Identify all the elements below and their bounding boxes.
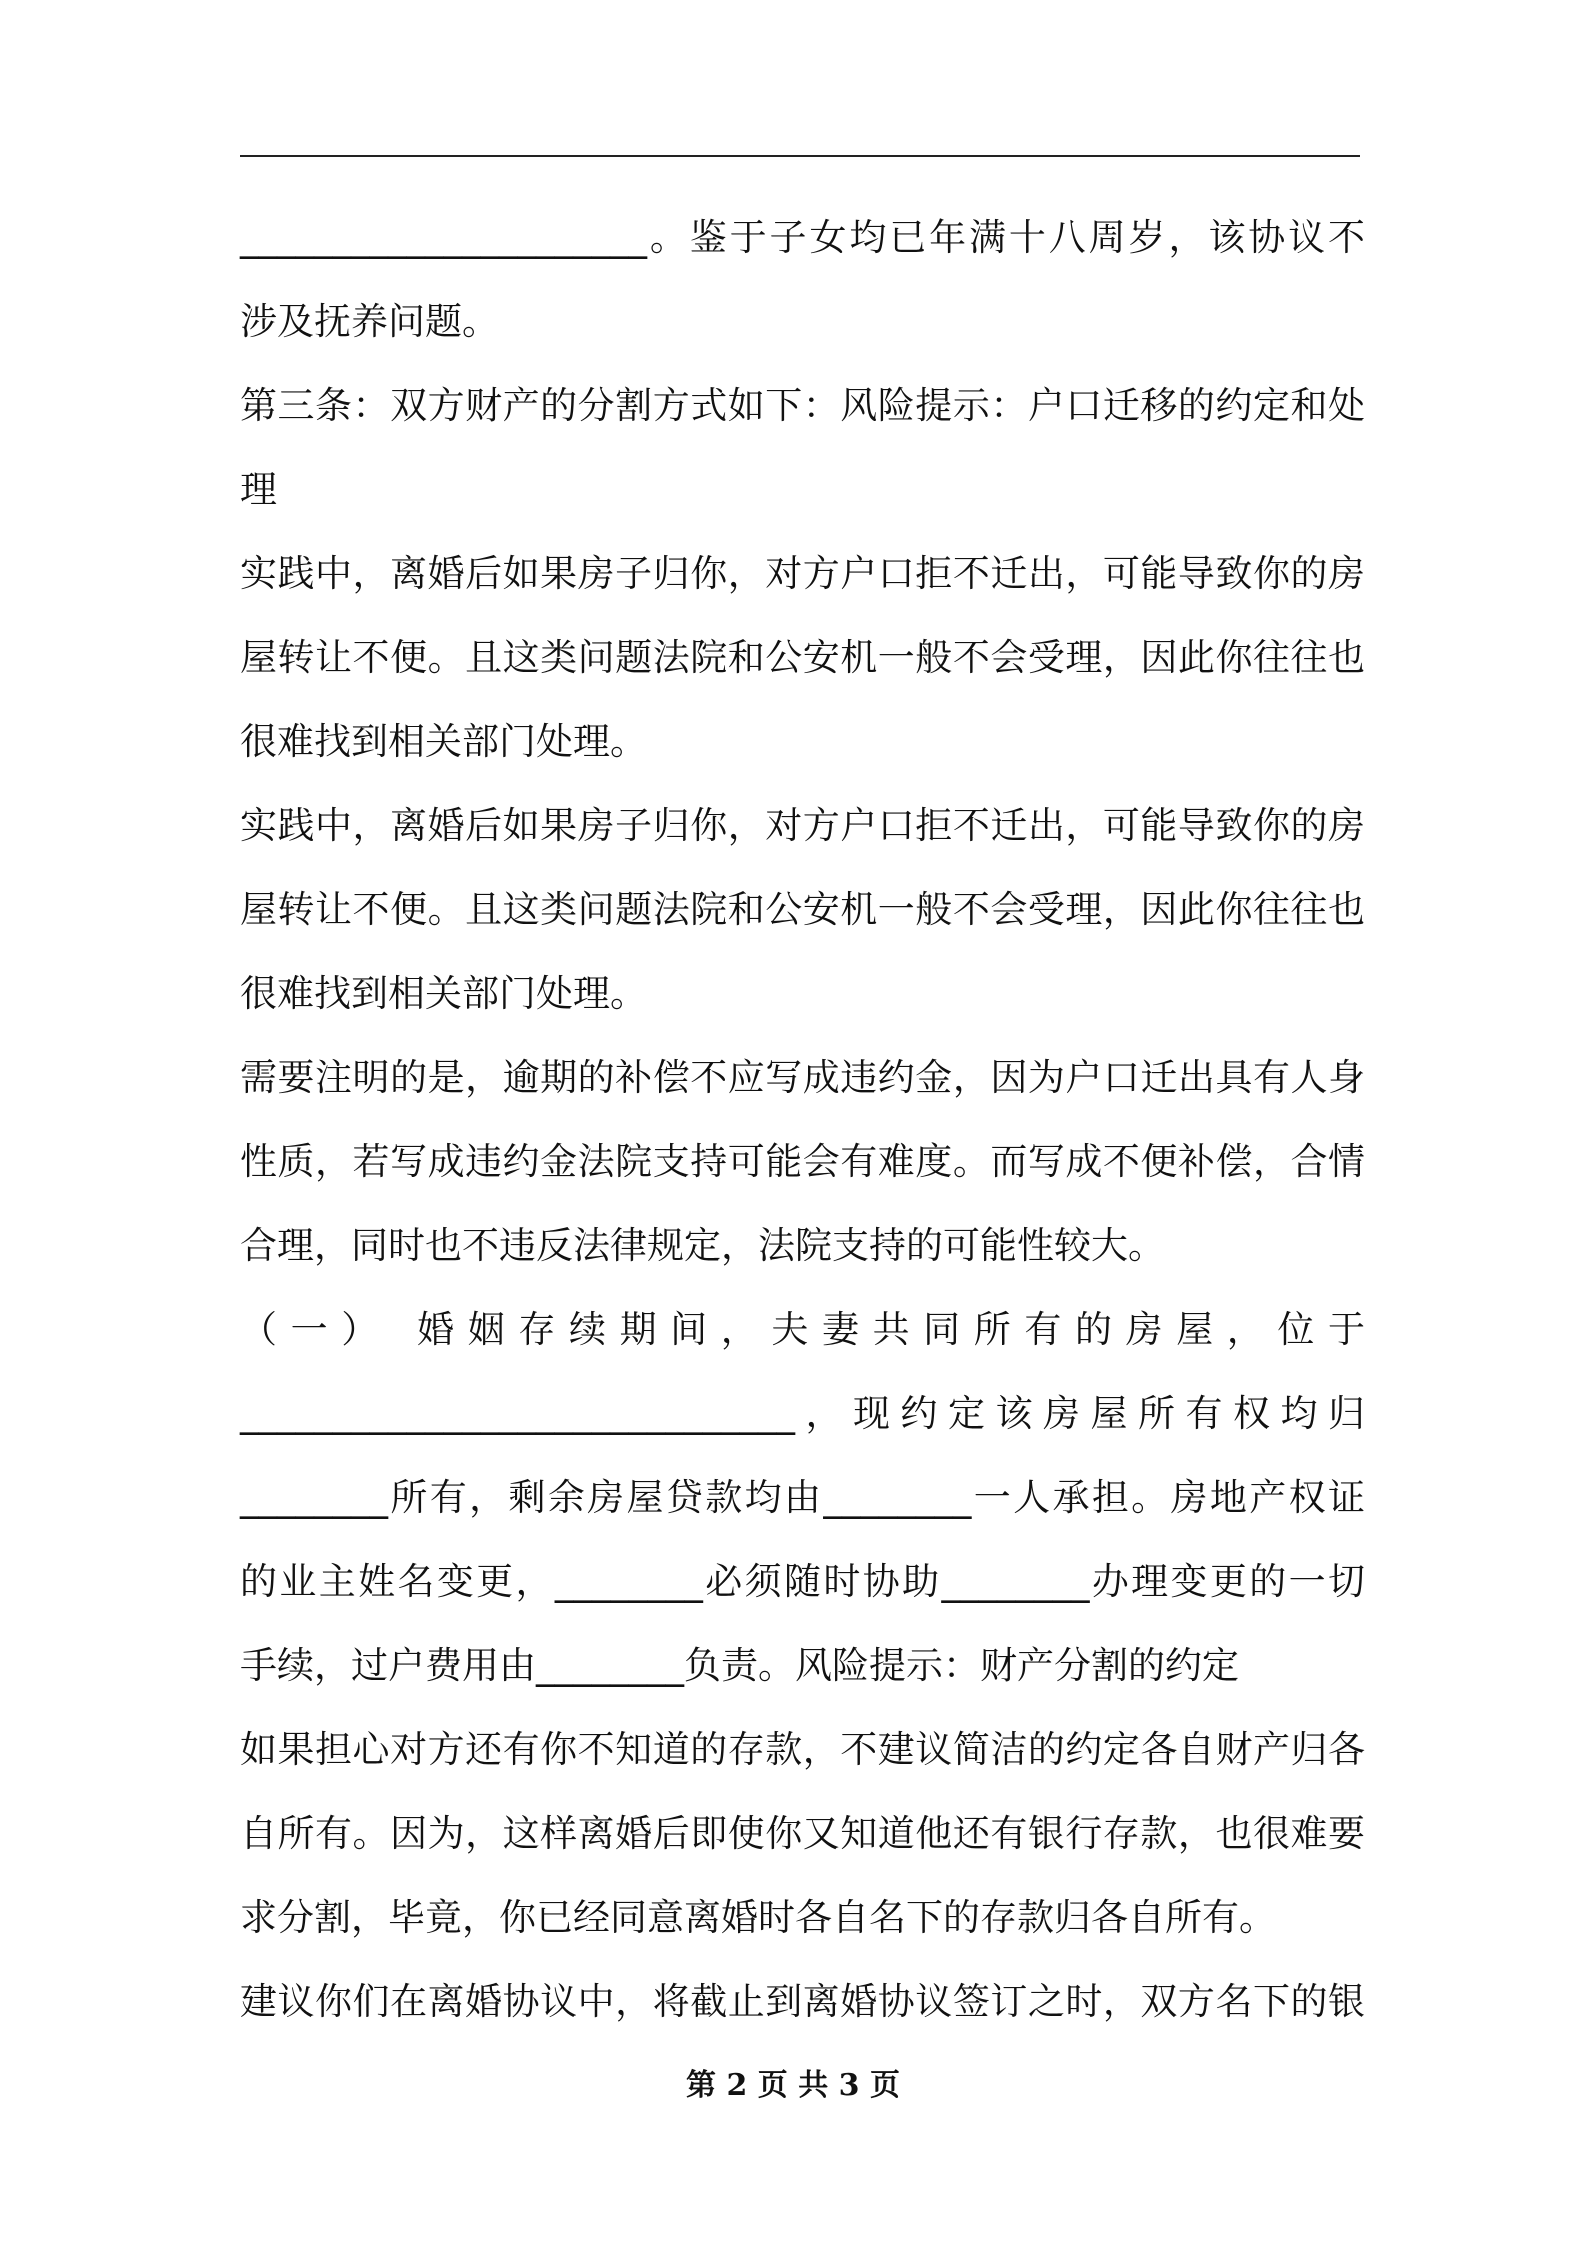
text-line: 第三条：双方财产的分割方式如下：风险提示：户口迁移的约定和处	[240, 384, 1365, 427]
text-line: 屋转让不便。且这类问题法院和公安机一般不会受理，因此你往往也	[240, 636, 1365, 679]
text-line: 实践中，离婚后如果房子归你，对方户口拒不迁出，可能导致你的房	[240, 804, 1365, 847]
document-body	[240, 196, 1365, 2044]
text-line: （一） 婚姻存续期间，夫妻共同所有的房屋，位于	[240, 1308, 1365, 1351]
page-number-footer: 第 2 页 共 3 页	[686, 2068, 900, 2103]
text-line: ______________________。鉴于子女均已年满十八周岁，该协议不	[240, 216, 1365, 259]
text-line: 求分割，毕竟，你已经同意离婚时各自名下的存款归各自所有。	[240, 1896, 1276, 1939]
text-line: 合理，同时也不违反法律规定，法院支持的可能性较大。	[240, 1224, 1165, 1267]
text-line: 需要注明的是，逾期的补偿不应写成违约金，因为户口迁出具有人身	[240, 1056, 1365, 1099]
text-line: 很难找到相关部门处理。	[240, 972, 647, 1015]
text-line: 自所有。因为，这样离婚后即使你又知道他还有银行存款，也很难要	[240, 1812, 1365, 1855]
text-line: 实践中，离婚后如果房子归你，对方户口拒不迁出，可能导致你的房	[240, 552, 1365, 595]
text-line: ______________________________，现约定该房屋所有权均归	[240, 1392, 1365, 1435]
text-line: 性质，若写成违约金法院支持可能会有难度。而写成不便补偿，合情	[240, 1140, 1365, 1183]
text-line: 如果担心对方还有你不知道的存款，不建议简洁的约定各自财产归各	[240, 1728, 1365, 1771]
text-line: ________所有，剩余房屋贷款均由________一人承担。房地产权证	[240, 1476, 1365, 1519]
text-line: 屋转让不便。且这类问题法院和公安机一般不会受理，因此你往往也	[240, 888, 1365, 931]
text-line: 理	[240, 468, 277, 511]
text-line: 很难找到相关部门处理。	[240, 720, 647, 763]
text-line: 的业主姓名变更，________必须随时协助________办理变更的一切	[240, 1560, 1365, 1603]
text-line: 建议你们在离婚协议中，将截止到离婚协议签订之时，双方名下的银	[240, 1980, 1365, 2023]
header-rule	[240, 155, 1360, 157]
text-line: 涉及抚养问题。	[240, 300, 499, 343]
text-line: 手续，过户费用由________负责。风险提示：财产分割的约定	[240, 1644, 1239, 1687]
